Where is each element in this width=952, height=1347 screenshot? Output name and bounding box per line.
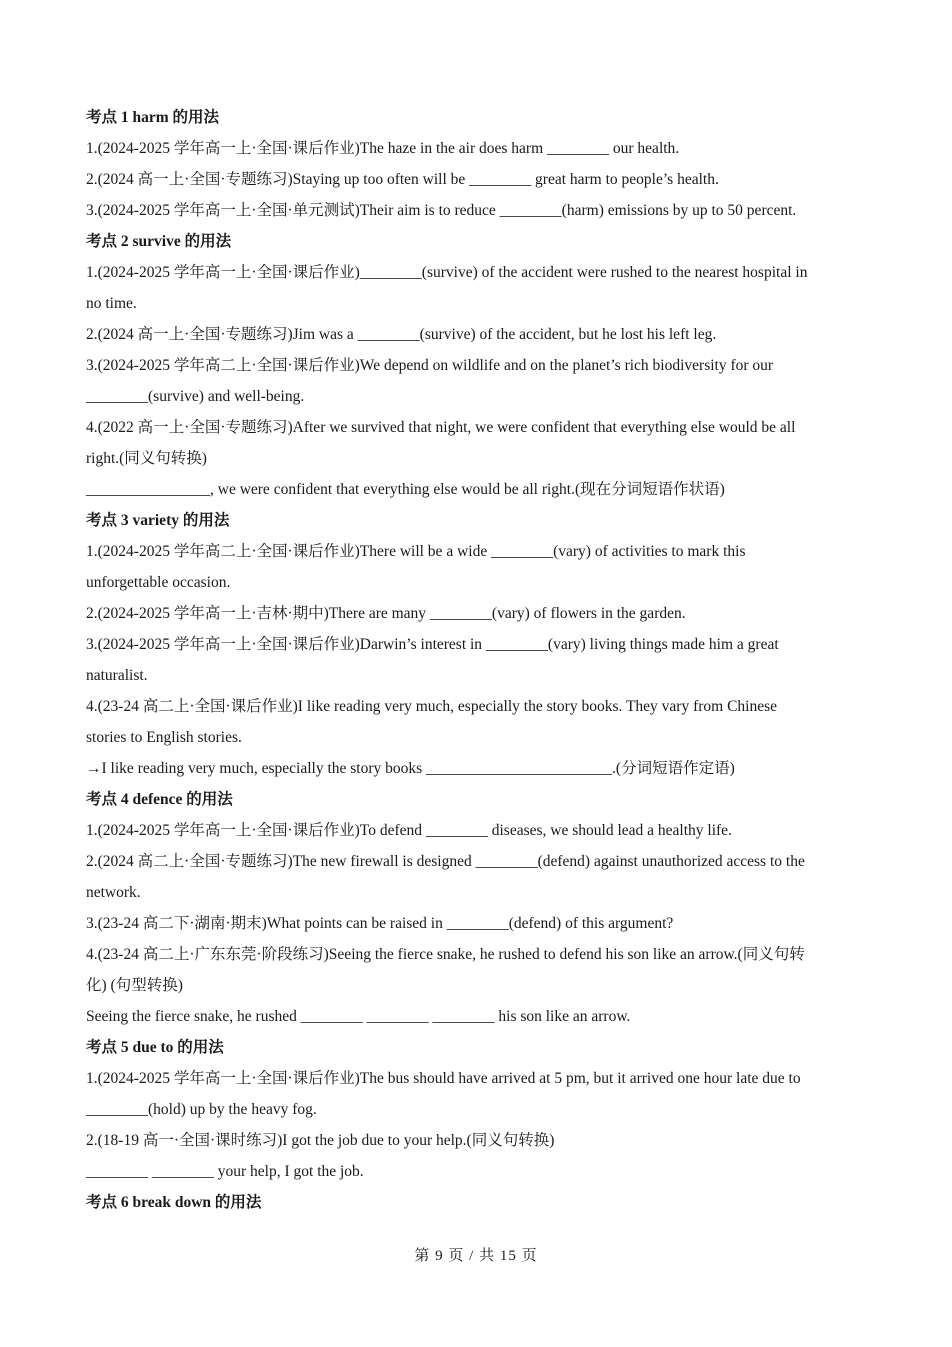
section-heading: 考点 6 break down 的用法	[86, 1194, 262, 1211]
question-line: ________ ________ your help, I got the job.	[86, 1163, 364, 1180]
question-line: 1.(2024-2025 学年高一上·全国·课后作业)To defend ________ diseases, we should lead a healthy life.	[86, 822, 732, 839]
section-heading: 考点 2 survive 的用法	[86, 233, 232, 250]
page-content	[86, 102, 876, 1218]
question-line: →I like reading very much, especially the story books ________________________.(分词短语作定语)	[86, 760, 735, 777]
question-line: network.	[86, 884, 141, 901]
question-line: 2.(2024 高一上·全国·专题练习)Jim was a ________(survive) of the accident, but he lost his left leg.	[86, 326, 717, 343]
question-line: 1.(2024-2025 学年高一上·全国·课后作业)________(survive) of the accident were rushed to the nearest hospital in	[86, 264, 808, 281]
question-line: 2.(2024 高二上·全国·专题练习)The new firewall is designed ________(defend) against unauthorized access to the	[86, 853, 805, 870]
question-line: ________________, we were confident that everything else would be all right.(现在分词短语作状语)	[86, 481, 725, 498]
question-line: no time.	[86, 295, 137, 312]
section-heading: 考点 4 defence 的用法	[86, 791, 233, 808]
question-line: 1.(2024-2025 学年高二上·全国·课后作业)There will be a wide ________(vary) of activities to mark this	[86, 543, 746, 560]
question-line: 4.(2022 高一上·全国·专题练习)After we survived that night, we were confident that everything else would be all	[86, 419, 796, 436]
section-heading: 考点 1 harm 的用法	[86, 109, 220, 126]
page-footer: 第 9 页 / 共 15 页	[414, 1248, 538, 1264]
question-line: unforgettable occasion.	[86, 574, 231, 591]
question-line: 3.(2024-2025 学年高二上·全国·课后作业)We depend on wildlife and on the planet’s rich biodiversity for our	[86, 357, 774, 374]
question-line: right.(同义句转换)	[86, 450, 207, 467]
question-line: naturalist.	[86, 667, 148, 684]
question-line: 4.(23-24 高二上·全国·课后作业)I like reading very much, especially the story books. They vary from Chinese	[86, 698, 778, 715]
section-heading: 考点 3 variety 的用法	[86, 512, 230, 529]
section-heading: 考点 5 due to 的用法	[86, 1039, 224, 1056]
question-line: 3.(2024-2025 学年高一上·全国·单元测试)Their aim is to reduce ________(harm) emissions by up to 50 percent.	[86, 202, 797, 219]
question-line: 2.(2024-2025 学年高一上·吉林·期中)There are many ________(vary) of flowers in the garden.	[86, 605, 686, 622]
question-line: Seeing the fierce snake, he rushed ________ ________ ________ his son like an arrow.	[86, 1008, 631, 1025]
question-line: 2.(18-19 高一·全国·课时练习)I got the job due to your help.(同义句转换)	[86, 1132, 555, 1149]
question-line: stories to English stories.	[86, 729, 242, 746]
question-line: 1.(2024-2025 学年高一上·全国·课后作业)The haze in the air does harm ________ our health.	[86, 140, 680, 157]
question-line: ________(hold) up by the heavy fog.	[86, 1101, 317, 1118]
question-line: 2.(2024 高一上·全国·专题练习)Staying up too often will be ________ great harm to people’s health.	[86, 171, 719, 188]
question-line: 3.(23-24 高二下·湖南·期末)What points can be raised in ________(defend) of this argument?	[86, 915, 674, 932]
question-line: 化) (句型转换)	[86, 977, 183, 994]
question-line: 3.(2024-2025 学年高一上·全国·课后作业)Darwin’s interest in ________(vary) living things made him a great	[86, 636, 779, 653]
question-line: ________(survive) and well-being.	[86, 388, 305, 405]
question-line: 4.(23-24 高二上·广东东莞·阶段练习)Seeing the fierce snake, he rushed to defend his son like an arrow.(同义句转	[86, 946, 805, 963]
question-line: 1.(2024-2025 学年高一上·全国·课后作业)The bus should have arrived at 5 pm, but it arrived one hour late due to	[86, 1070, 801, 1087]
